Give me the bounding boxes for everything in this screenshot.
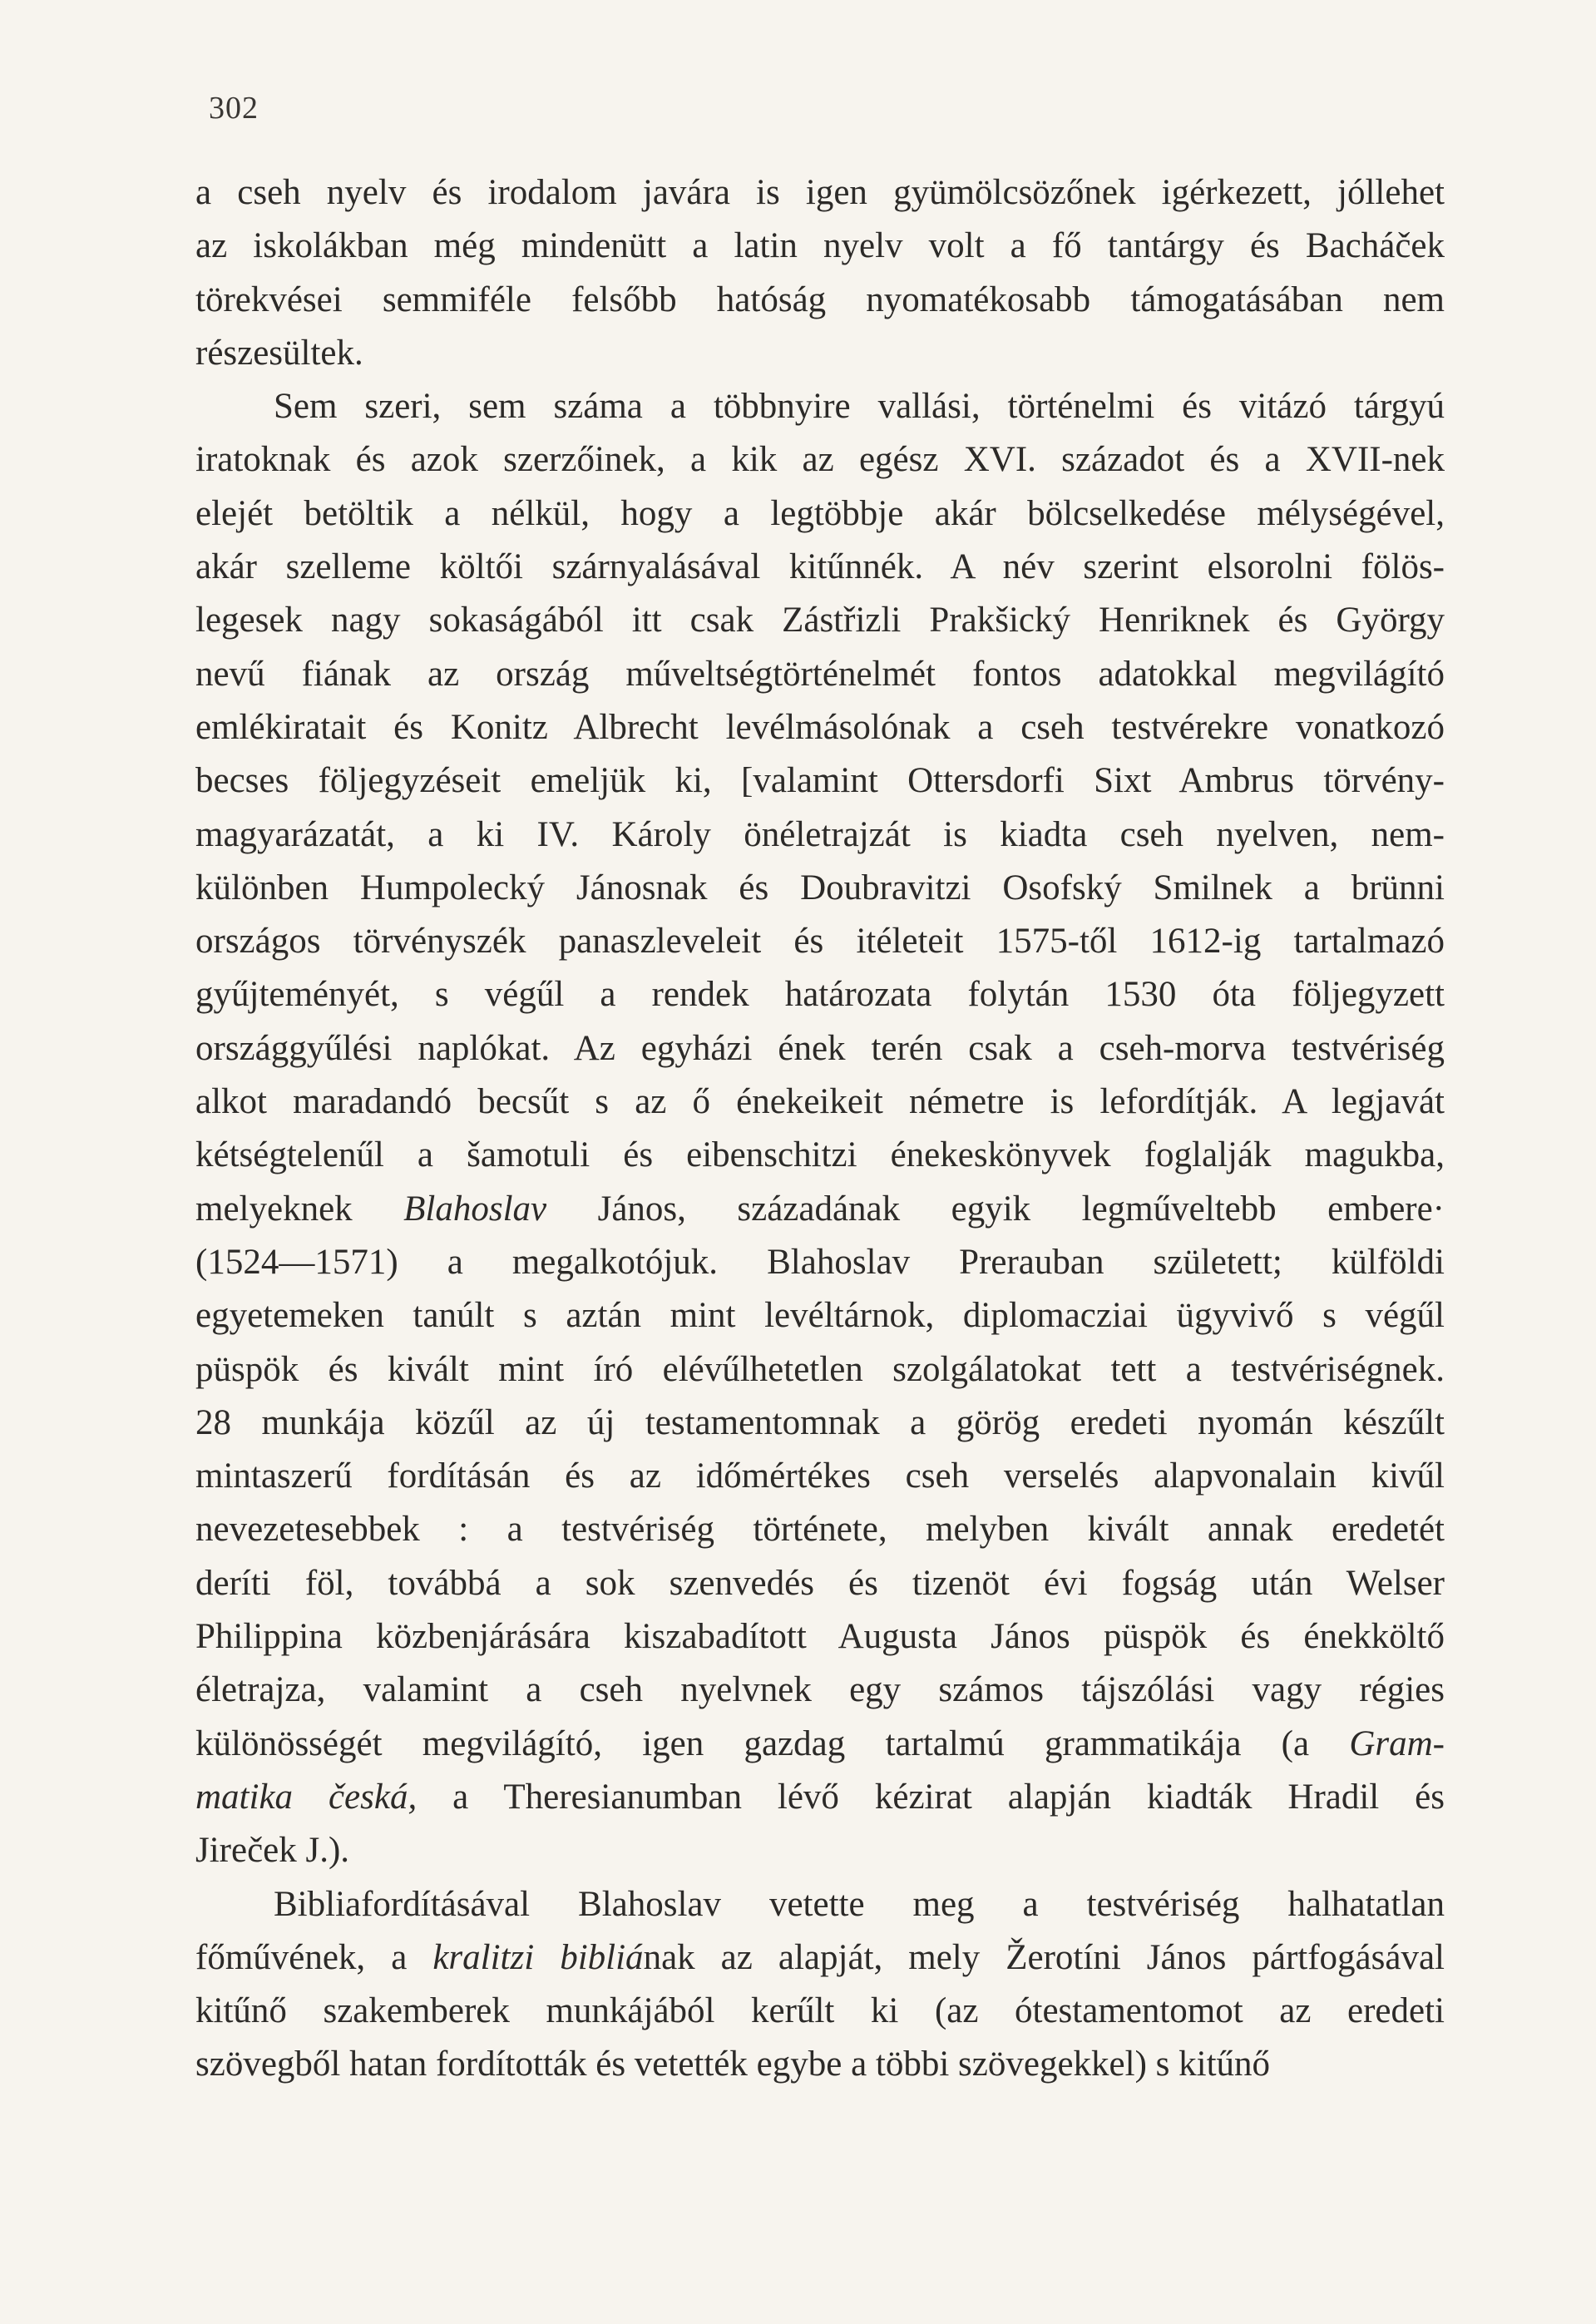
text-line: szövegből hatan fordították és vetették egybe a többi szövegekkel) s kitűnő <box>195 2045 1271 2084</box>
text-line: püspök és kivált mint író elévűlhetetlen szolgálatokat tett a testvériségnek. <box>195 1349 1445 1389</box>
text-line: az iskolákban még mindenütt a latin nyelv volt a fő tantárgy és Bacháček <box>195 226 1445 266</box>
text-line: részesültek. <box>195 333 363 373</box>
text-line: magyarázatát, a ki IV. Károly önéletrajzát is kiadta cseh nyelven, nem- <box>195 814 1445 854</box>
paragraph <box>195 1878 1445 2092</box>
text-line: gyűjteményét, s végűl a rendek határozata folytán 1530 óta följegyzett <box>195 975 1445 1015</box>
text-line: kétségtelenűl a šamotuli és eibenschitzi énekeskönyvek foglalják magukba, <box>195 1135 1445 1175</box>
text-line: legesek nagy sokaságából itt csak Zástřizli Prakšický Henriknek és György <box>195 601 1445 640</box>
text-line: egyetemeken tanúlt s aztán mint levéltárnok, diplomacziai ügyvivő s végűl <box>195 1296 1445 1336</box>
text-line: a cseh nyelv és irodalom javára is igen gyümölcsözőnek igérkezett, jóllehet <box>195 173 1445 212</box>
text-line: különösségét megvilágító, igen gazdag tartalmú grammatikája (a Gram- <box>195 1723 1445 1763</box>
text-line: kitűnő szakemberek munkájából kerűlt ki (az ótestamentomot az eredeti <box>195 1991 1445 2031</box>
text-line: nevű fiának az ország műveltségtörténelmét fontos adatokkal megvilágító <box>195 654 1445 694</box>
text-line: elejét betöltik a nélkül, hogy a legtöbbje akár bölcselkedése mélységével, <box>195 493 1445 533</box>
text-line: emlékiratait és Konitz Albrecht levélmásolónak a cseh testvérekre vonatkozó <box>195 707 1445 747</box>
text-line: (1524—1571) a megalkotójuk. Blahoslav Prerauban született; külföldi <box>195 1242 1445 1282</box>
text-line: nevezetesebbek : a testvériség története, melyben kivált annak eredetét <box>195 1510 1445 1550</box>
text-line: Bibliafordításával Blahoslav vetette meg a testvériség halhatatlan <box>274 1884 1445 1924</box>
text-line: főművének, a kralitzi bibliának az alapját, mely Žerotíni János pártfogásával <box>195 1937 1445 1977</box>
body-text <box>195 166 1445 2092</box>
text-line: Philippina közbenjárására kiszabadított Augusta János püspök és énekköltő <box>195 1617 1445 1657</box>
text-line: különben Humpolecký Jánosnak és Doubravitzi Osofský Smilnek a brünni <box>195 868 1445 907</box>
text-line: Jireček J.). <box>195 1831 350 1871</box>
text-line: matika česká, a Theresianumban lévő kézirat alapján kiadták Hradil és <box>195 1777 1445 1817</box>
text-line: iratoknak és azok szerzőinek, a kik az egész XVI. századot és a XVII-nek <box>195 440 1445 480</box>
text-line: 28 munkája közűl az új testamentomnak a görög eredeti nyomán készűlt <box>195 1402 1445 1442</box>
text-line: akár szelleme költői szárnyalásával kitűnnék. A név szerint elsorolni fölös- <box>195 547 1445 587</box>
text-line: életrajza, valamint a cseh nyelvnek egy számos tájszólási vagy régies <box>195 1670 1445 1710</box>
text-line: mintaszerű fordításán és az időmértékes cseh verselés alapvonalain kivűl <box>195 1456 1445 1496</box>
paragraph <box>195 166 1445 380</box>
text-line: becses följegyzéseit emeljük ki, [valamint Ottersdorfi Sixt Ambrus törvény- <box>195 761 1445 801</box>
text-line: törekvései semmiféle felsőbb hatóság nyomatékosabb támogatásában nem <box>195 279 1445 319</box>
paragraph <box>195 380 1445 1877</box>
text-line: melyeknek Blahoslav János, századának egyik legműveltebb embere· <box>195 1189 1445 1229</box>
text-line: országgyűlési naplókat. Az egyházi ének terén csak a cseh-morva testvériség <box>195 1028 1445 1068</box>
page-number: 302 <box>209 91 259 126</box>
text-line: országos törvényszék panaszleveleit és itéleteit 1575-től 1612-ig tartalmazó <box>195 922 1445 962</box>
text-line: alkot maradandó becsűt s az ő énekeikeit németre is lefordítják. A legjavát <box>195 1082 1445 1122</box>
text-line: Sem szeri, sem száma a többnyire vallási, történelmi és vitázó tárgyú <box>274 387 1445 427</box>
text-line: deríti föl, továbbá a sok szenvedés és tizenöt évi fogság után Welser <box>195 1563 1445 1603</box>
